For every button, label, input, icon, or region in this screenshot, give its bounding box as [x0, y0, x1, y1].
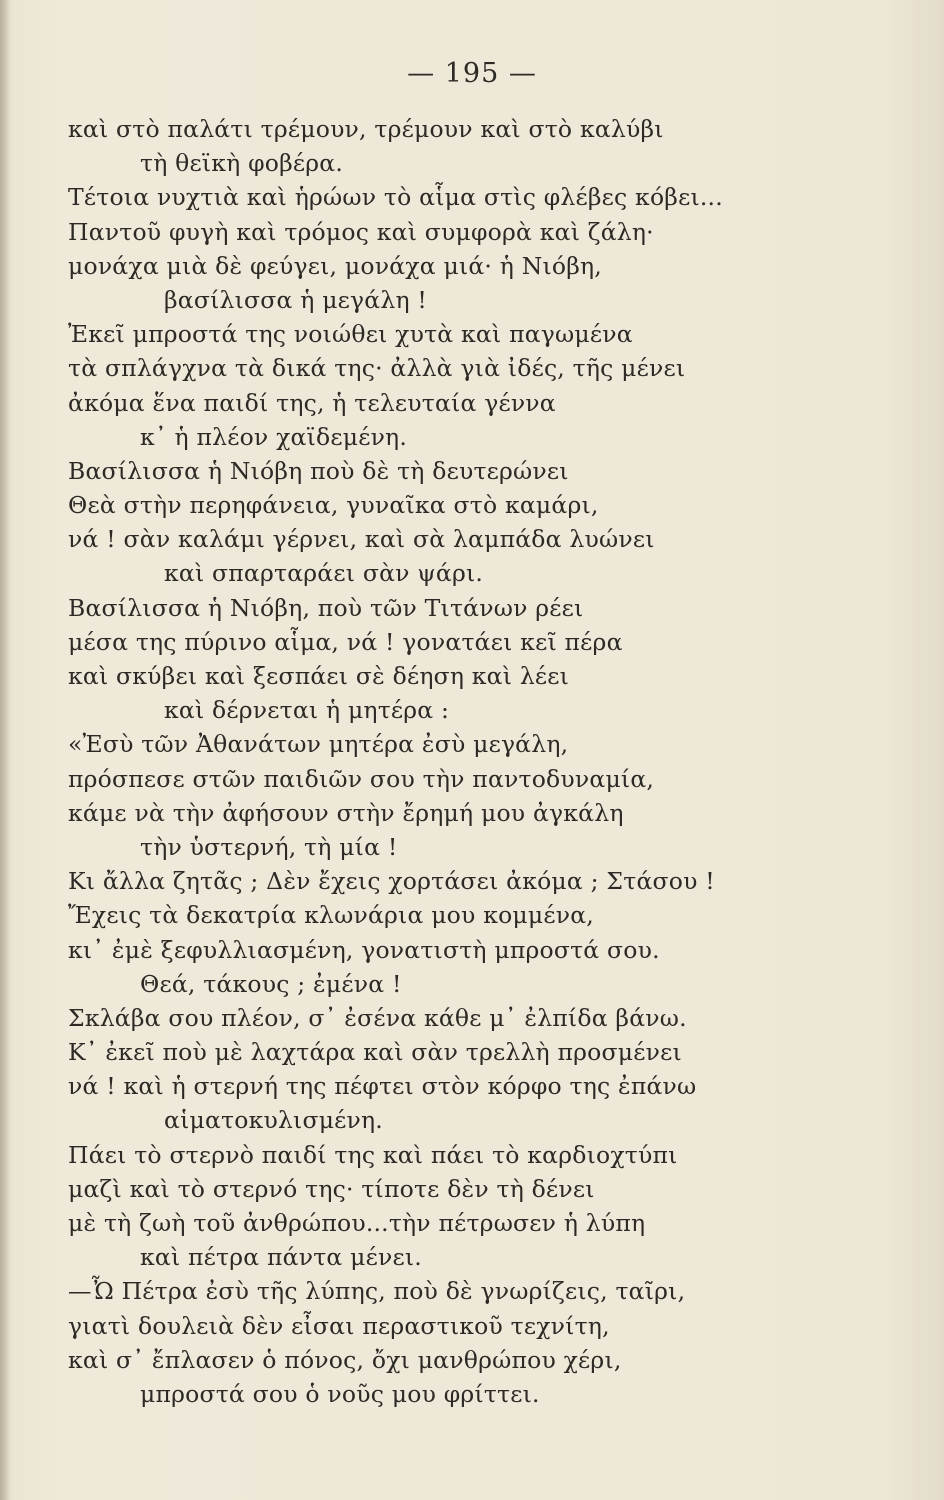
- poem-line: Τέτοια νυχτιὰ καὶ ἡρώων τὸ αἷμα στὶς φλέβες κόβει...: [68, 183, 723, 212]
- poem-line: ἀκόμα ἕνα παιδί της, ἡ τελευταία γέννα: [68, 388, 556, 417]
- poem-line: κι᾽ ἐμὲ ξεφυλλιασμένη, γονατιστὴ μπροστά σου.: [68, 935, 660, 964]
- poem-line: μπροστά σου ὁ νοῦς μου φρίττει.: [140, 1379, 540, 1408]
- poem-line: πρόσπεσε στῶν παιδιῶν σου τὴν παντοδυναμία,: [68, 764, 655, 793]
- poem-line: Παντοῦ φυγὴ καὶ τρόμος καὶ συμφορὰ καὶ ζάλη·: [68, 217, 654, 246]
- poem-line: Κ᾽ ἐκεῖ ποὺ μὲ λαχτάρα καὶ σὰν τρελλὴ προσμένει: [68, 1038, 682, 1067]
- poem-line: καὶ σπαρταράει σὰν ψάρι.: [164, 559, 484, 588]
- poem-line: καὶ σκύβει καὶ ξεσπάει σὲ δέηση καὶ λέει: [68, 662, 570, 690]
- poem-line: γιατὶ δουλειὰ δὲν εἶσαι περαστικοῦ τεχνίτη,: [68, 1311, 610, 1340]
- poem-line: Βασίλισσα ἡ Νιόβη ποὺ δὲ τὴ δευτερώνει: [68, 456, 569, 485]
- poem-line: «Ἐσὺ τῶν Ἀθανάτων μητέρα ἐσὺ μεγάλη,: [68, 730, 569, 759]
- poem-line: τὴν ὑστερνή, τὴ μία !: [140, 832, 398, 861]
- poem-line: νά ! σὰν καλάμι γέρνει, καὶ σὰ λαμπάδα λυώνει: [68, 525, 655, 554]
- poem-line: μέσα της πύρινο αἷμα, νά ! γονατάει κεῖ πέρα: [68, 627, 623, 656]
- poem-line: καὶ πέτρα πάντα μένει.: [140, 1243, 422, 1272]
- poem-line: τὴ θεϊκὴ φοβέρα.: [140, 149, 344, 178]
- poem-line: κ᾽ ἡ πλέον χαϊδεμένη.: [140, 422, 408, 451]
- poem-line: καὶ στὸ παλάτι τρέμουν, τρέμουν καὶ στὸ καλύβι: [68, 115, 664, 143]
- page-number: — 195 —: [407, 58, 537, 89]
- poem-line: Θεά, τάκους ; ἐμένα !: [140, 969, 402, 998]
- poem-line: μαζὶ καὶ τὸ στερνό της· τίποτε δὲν τὴ δένει: [68, 1174, 595, 1203]
- page-gutter-shadow: [0, 0, 10, 1500]
- poem-line: καὶ σ᾽ ἔπλασεν ὁ πόνος, ὄχι μανθρώπου χέρι,: [68, 1345, 622, 1374]
- poem-line: κάμε νὰ τὴν ἀφήσουν στὴν ἔρημή μου ἀγκάλη: [68, 798, 624, 827]
- poem-line: Θεὰ στὴν περηφάνεια, γυναῖκα στὸ καμάρι,: [68, 491, 599, 520]
- poem-line: Σκλάβα σου πλέον, σ᾽ ἐσένα κάθε μ᾽ ἐλπίδα βάνω.: [68, 1003, 687, 1032]
- poem-body: [60, 112, 920, 1411]
- poem-line: Κι ἄλλα ζητᾶς ; Δὲν ἔχεις χορτάσει ἀκόμα ; Στάσου !: [68, 867, 715, 896]
- poem-line: τὰ σπλάγχνα τὰ δικά της· ἀλλὰ γιὰ ἰδές, τῆς μένει: [68, 354, 686, 383]
- poem-line: —Ὦ Πέτρα ἐσὺ τῆς λύπης, ποὺ δὲ γνωρίζεις, ταῖρι,: [68, 1277, 686, 1306]
- poem-line: μὲ τὴ ζωὴ τοῦ ἀνθρώπου...τὴν πέτρωσεν ἡ λύπη: [68, 1209, 646, 1237]
- poem-line: βασίλισσα ἡ μεγάλη !: [164, 285, 428, 314]
- poem-line: Βασίλισσα ἡ Νιόβη, ποὺ τῶν Τιτάνων ρέει: [68, 593, 584, 622]
- poem-line: Πάει τὸ στερνὸ παιδί της καὶ πάει τὸ καρδιοχτύπι: [68, 1140, 678, 1169]
- poem-line: Ἔχεις τὰ δεκατρία κλωνάρια μου κομμένα,: [68, 901, 594, 930]
- poem-line: καὶ δέρνεται ἡ μητέρα :: [164, 696, 450, 725]
- poem-line: μονάχα μιὰ δὲ φεύγει, μονάχα μιά· ἡ Νιόβη,: [68, 251, 602, 280]
- poem-line: αἱματοκυλισμένη.: [164, 1106, 383, 1135]
- poem-line: νά ! καὶ ἡ στερνή της πέφτει στὸν κόρφο της ἐπάνω: [68, 1072, 697, 1101]
- poem-line: Ἐκεῖ μπροστά της νοιώθει χυτὰ καὶ παγωμένα: [68, 320, 633, 349]
